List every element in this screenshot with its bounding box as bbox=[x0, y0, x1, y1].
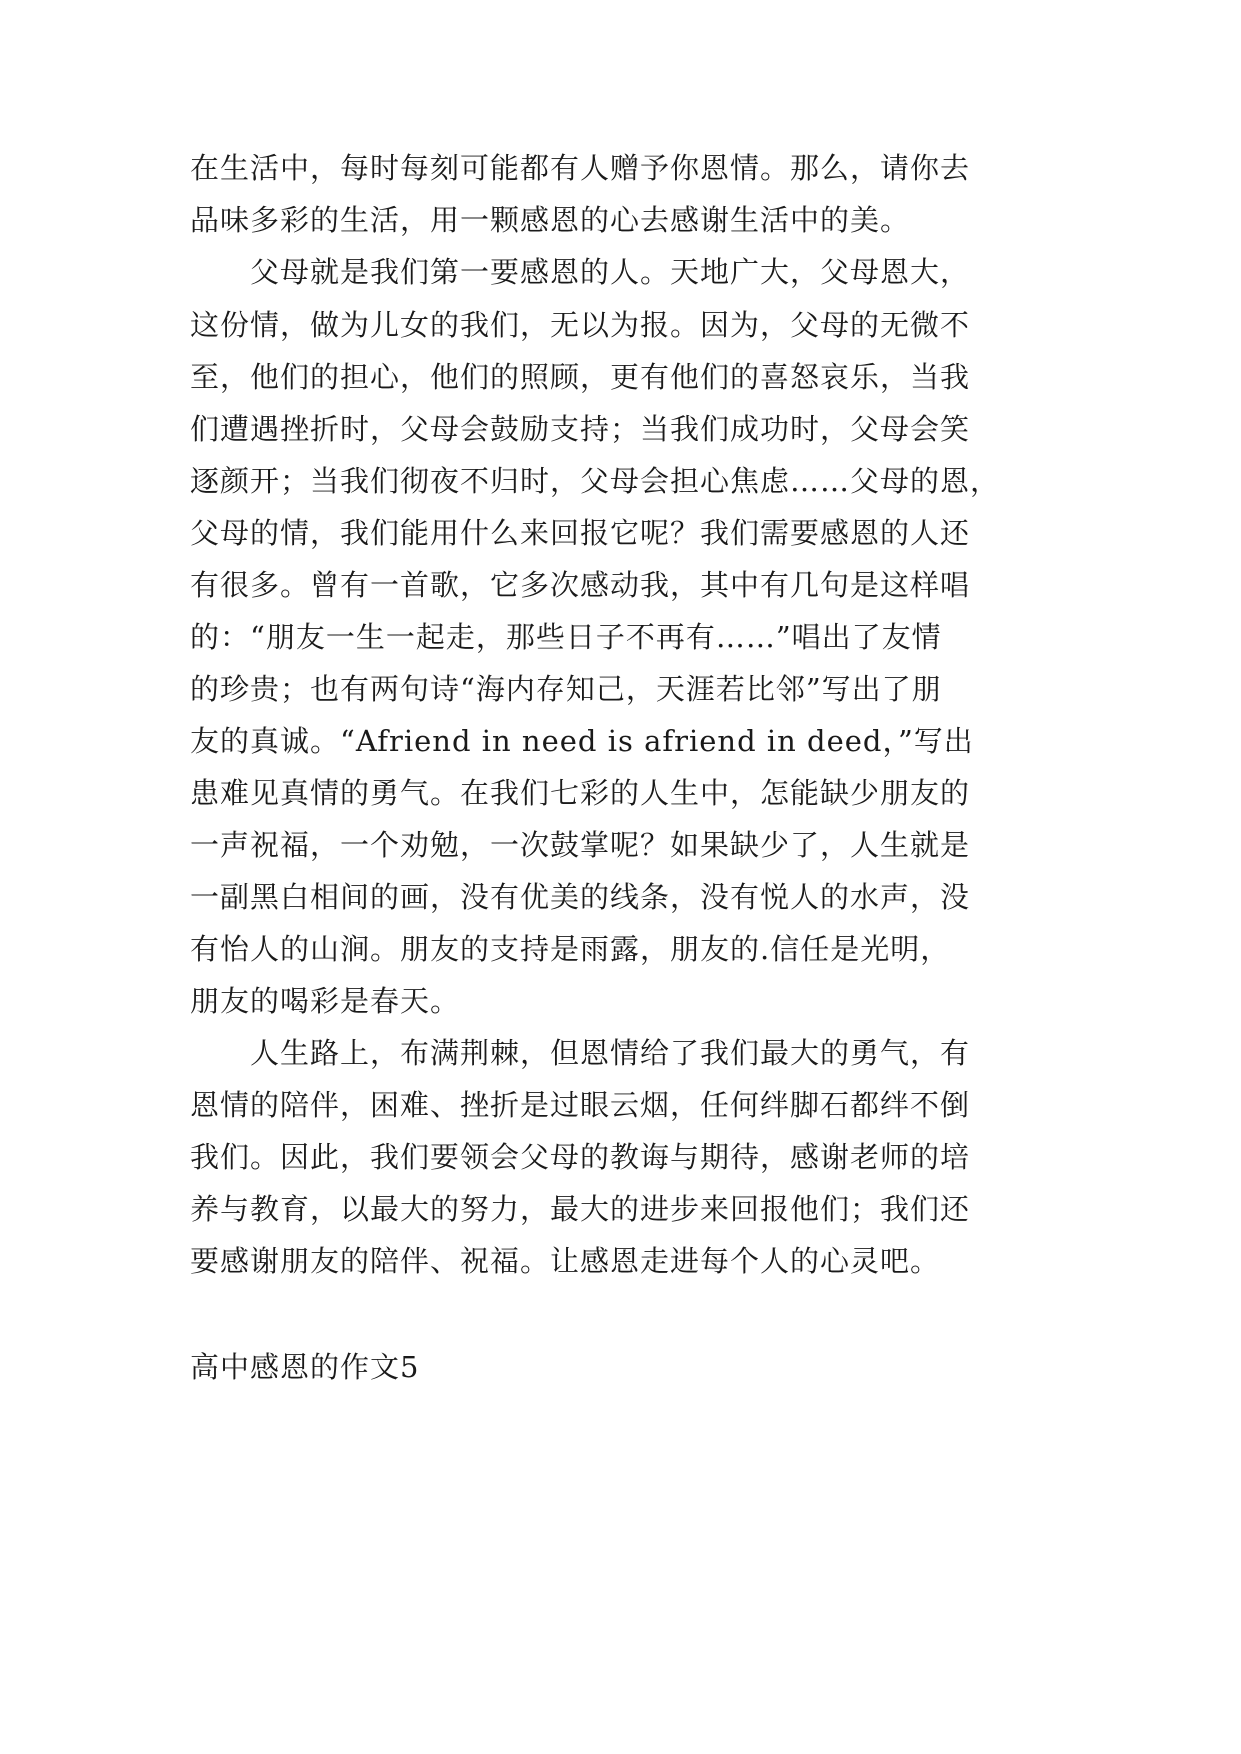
paragraph-2-line-11: 患难见真情的勇气。在我们七彩的人生中，怎能缺少朋友的 bbox=[190, 776, 971, 810]
paragraph-2-line-14: 有怡人的山涧。朋友的支持是雨露，朋友的.信任是光明， bbox=[190, 932, 951, 966]
paragraph-3-line-4: 养与教育，以最大的努力，最大的进步来回报他们；我们还 bbox=[190, 1192, 971, 1226]
paragraph-2-line-1: 父母就是我们第一要感恩的人。天地广大，父母恩大， bbox=[190, 255, 971, 289]
paragraph-1-line-1: 在生活中，每时每刻可能都有人赠予你恩情。那么，请你去 bbox=[190, 151, 971, 185]
paragraph-1-line-2: 品味多彩的生活，用一颗感恩的心去感谢生活中的美。 bbox=[190, 203, 911, 237]
paragraph-2-line-13: 一副黑白相间的画，没有优美的线条，没有悦人的水声，没 bbox=[190, 880, 971, 914]
paragraph-2-line-6: 父母的情，我们能用什么来回报它呢？我们需要感恩的人还 bbox=[190, 516, 971, 550]
paragraph-2-line-8: 的：“朋友一生一起走，那些日子不再有……”唱出了友情 bbox=[190, 620, 942, 654]
paragraph-2-line-10: 友的真诚。“Afriend in need is afriend in deed，”写出 bbox=[190, 724, 974, 758]
paragraph-3-line-2: 恩情的陪伴，困难、挫折是过眼云烟，任何绊脚石都绊不倒 bbox=[190, 1088, 971, 1122]
paragraph-2-line-9: 的珍贵；也有两句诗“海内存知己，天涯若比邻”写出了朋 bbox=[190, 672, 942, 706]
paragraph-3-line-3: 我们。因此，我们要领会父母的教诲与期待，感谢老师的培 bbox=[190, 1140, 971, 1174]
paragraph-2-line-3: 至，他们的担心，他们的照顾，更有他们的喜怒哀乐，当我 bbox=[190, 360, 971, 394]
paragraph-2-line-2: 这份情，做为儿女的我们，无以为报。因为，父母的无微不 bbox=[190, 308, 971, 342]
section-heading: 高中感恩的作文5 bbox=[190, 1350, 420, 1384]
paragraph-2-line-4: 们遭遇挫折时，父母会鼓励支持；当我们成功时，父母会笑 bbox=[190, 412, 971, 446]
paragraph-2-line-7: 有很多。曾有一首歌，它多次感动我，其中有几句是这样唱 bbox=[190, 568, 971, 602]
paragraph-3-line-5: 要感谢朋友的陪伴、祝福。让感恩走进每个人的心灵吧。 bbox=[190, 1244, 941, 1278]
paragraph-3-line-1: 人生路上，布满荆棘，但恩情给了我们最大的勇气，有 bbox=[190, 1036, 971, 1070]
paragraph-2-line-15: 朋友的喝彩是春天。 bbox=[190, 984, 461, 1018]
paragraph-2-line-5: 逐颜开；当我们彻夜不归时，父母会担心焦虑……父母的恩， bbox=[190, 464, 1001, 498]
paragraph-2-line-12: 一声祝福，一个劝勉，一次鼓掌呢？如果缺少了，人生就是 bbox=[190, 828, 971, 862]
